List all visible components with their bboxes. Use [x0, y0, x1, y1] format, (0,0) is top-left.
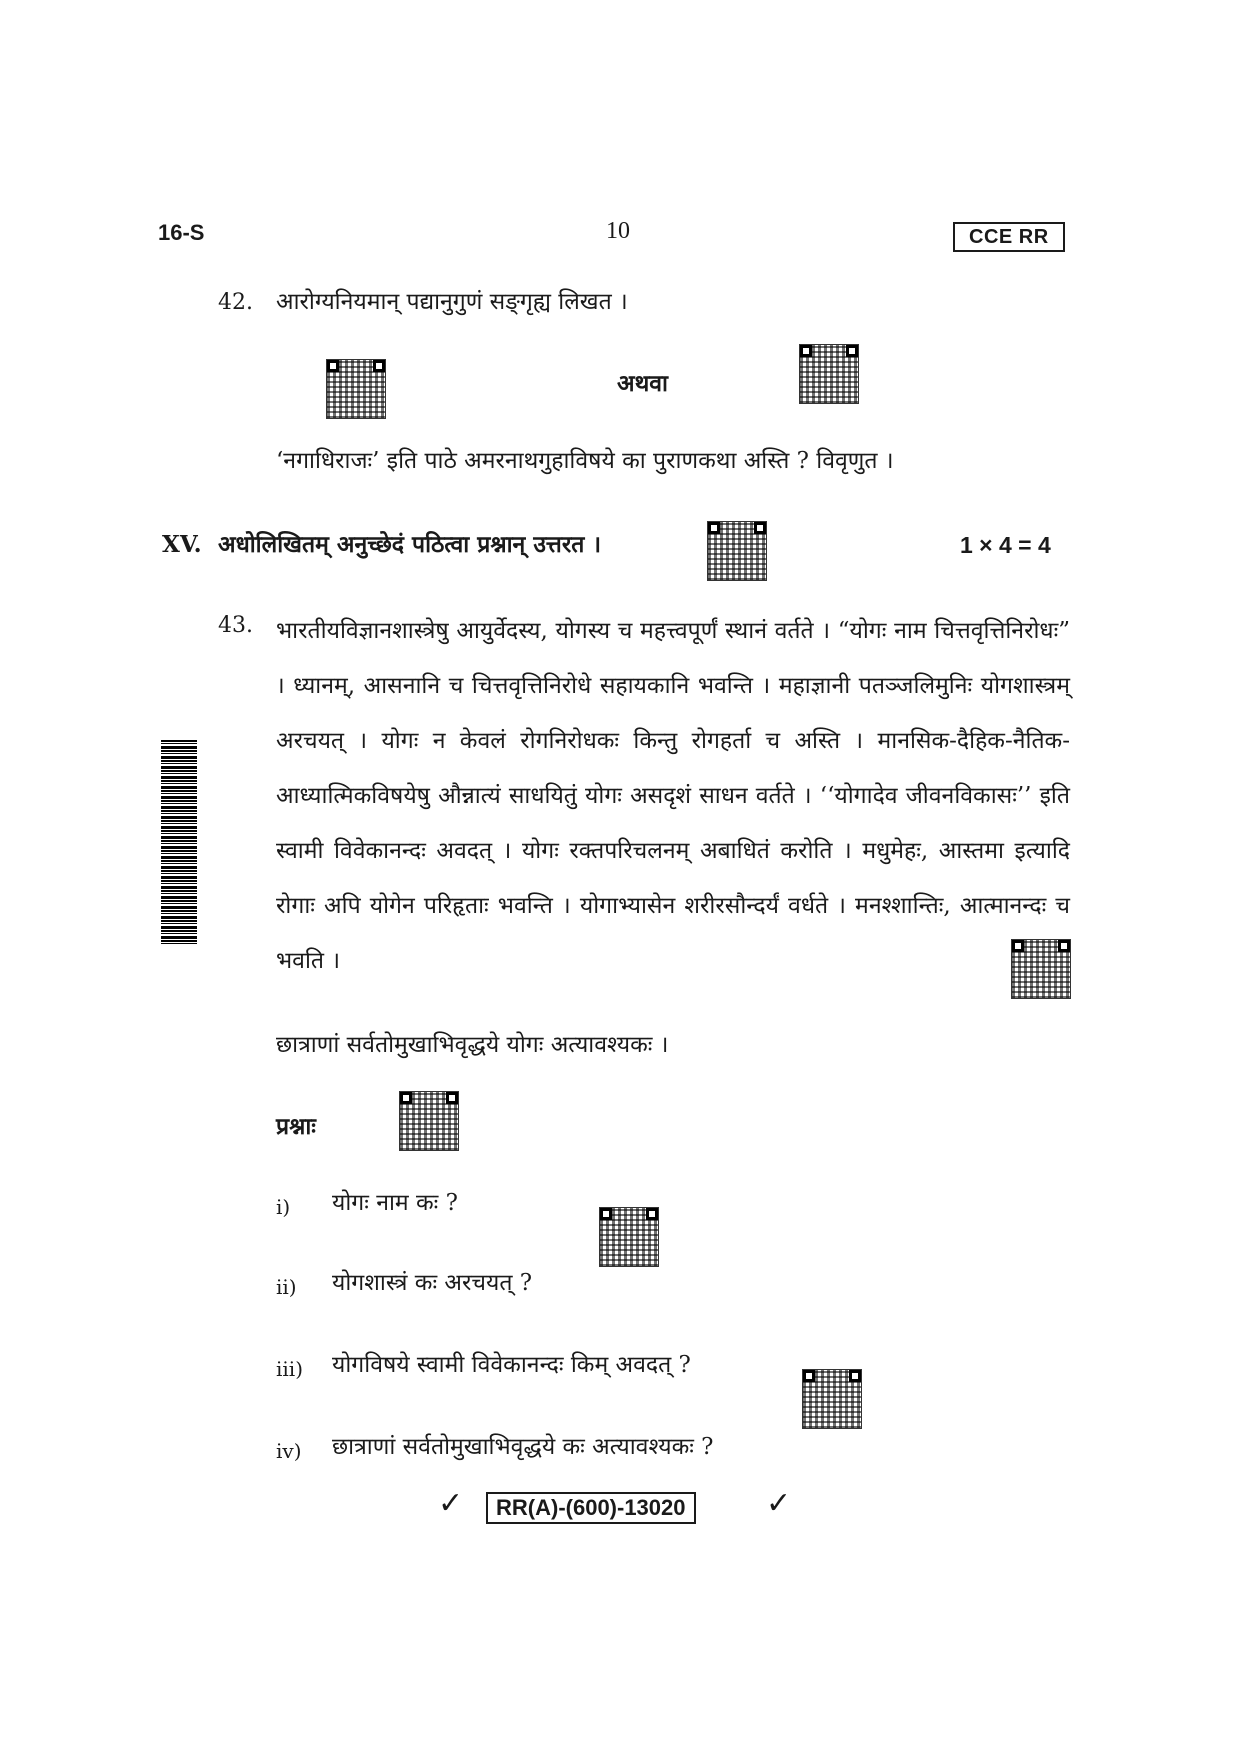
section-instruction: अधोलिखितम् अनुच्छेदं पठित्वा प्रश्नान् उत्तरत ।: [218, 531, 602, 558]
footer-code: RR(A)-(600)-13020: [486, 1492, 696, 1524]
check-icon: ✓: [438, 1486, 464, 1521]
qr-code-icon: [708, 522, 766, 580]
sub-question-text: योगः नाम कः ?: [332, 1190, 458, 1216]
or-label: अथवा: [617, 370, 669, 397]
sub-question-text: योगशास्त्रं कः अरचयत् ?: [332, 1270, 533, 1296]
qr-code-icon: [800, 345, 858, 403]
passage-paragraph: [276, 604, 1070, 989]
questions-label: प्रश्नाः: [276, 1113, 316, 1140]
sub-question-text: योगविषये स्वामी विवेकानन्दः किम् अवदत् ?: [332, 1352, 691, 1378]
question-42-alternative: ‘नगाधिराजः’ इति पाठे अमरनाथगुहाविषये का पुराणकथा अस्ति ? विवृणुत ।: [276, 448, 894, 474]
series-badge: CCE RR: [953, 222, 1065, 252]
section-number: XV.: [162, 531, 202, 558]
section-marks: 1 × 4 = 4: [960, 532, 1051, 558]
check-icon: ✓: [766, 1486, 792, 1521]
sub-question-label: ii): [276, 1275, 297, 1299]
qr-code-icon: [1012, 940, 1070, 998]
sub-question-label: iii): [276, 1357, 303, 1381]
sub-question-text: छात्राणां सर्वतोमुखाभिवृद्धये कः अत्यावश्यकः ?: [332, 1434, 714, 1460]
question-42-text: आरोग्यनियमान् पद्यानुगुणं सङ्गृह्य लिखत ।: [276, 289, 628, 315]
sub-question-label: i): [276, 1195, 291, 1219]
qr-code-icon: [600, 1208, 658, 1266]
question-number-42: 42.: [218, 290, 253, 315]
passage-ending: छात्राणां सर्वतोमुखाभिवृद्धये योगः अत्यावश्यकः ।: [276, 1032, 669, 1058]
sub-question-label: iv): [276, 1439, 302, 1463]
page-number: 10: [606, 218, 630, 244]
passage-text: भारतीयविज्ञानशास्त्रेषु आयुर्वेदस्य, योगस्य च महत्त्वपूर्णं स्थानं वर्तते । “योगः नाम चित्तवृत्तिनिरोधः” । ध्यानम्, आसनानि च चित्तवृत्तिनिरोधे सहायकानि भवन्ति । महाज्ञानी पतञ्जलिमुनिः योगशास्त्रम् अरचयत् । योगः न केवलं रोगनिरोधकः किन्तु रोगहर्ता च अस्ति । मानसिक-दैहिक-नैतिक-आध्यात्मिकविषयेषु औन्नात्यं साधयितुं योगः असदृशं साधन वर्तते । ‘‘योगादेव जीवनविकासः’’ इति स्वामी विवेकानन्दः अवदत् । योगः रक्तपरिचलनम् अबाधितं करोति । मधुमेहः, आस्तमा इत्यादि रोगाः अपि योगेन परिहृताः भवन्ति । योगाभ्यासेन शरीरसौन्दर्यं वर्धते । मनश्शान्तिः, आत्मानन्दः च भवति ।: [276, 618, 1070, 974]
qr-code-icon: [400, 1092, 458, 1150]
barcode-icon: [161, 740, 197, 944]
question-number-43: 43.: [218, 613, 253, 638]
qr-code-icon: [327, 360, 385, 418]
paper-code: 16-S: [158, 220, 205, 245]
qr-code-icon: [803, 1370, 861, 1428]
